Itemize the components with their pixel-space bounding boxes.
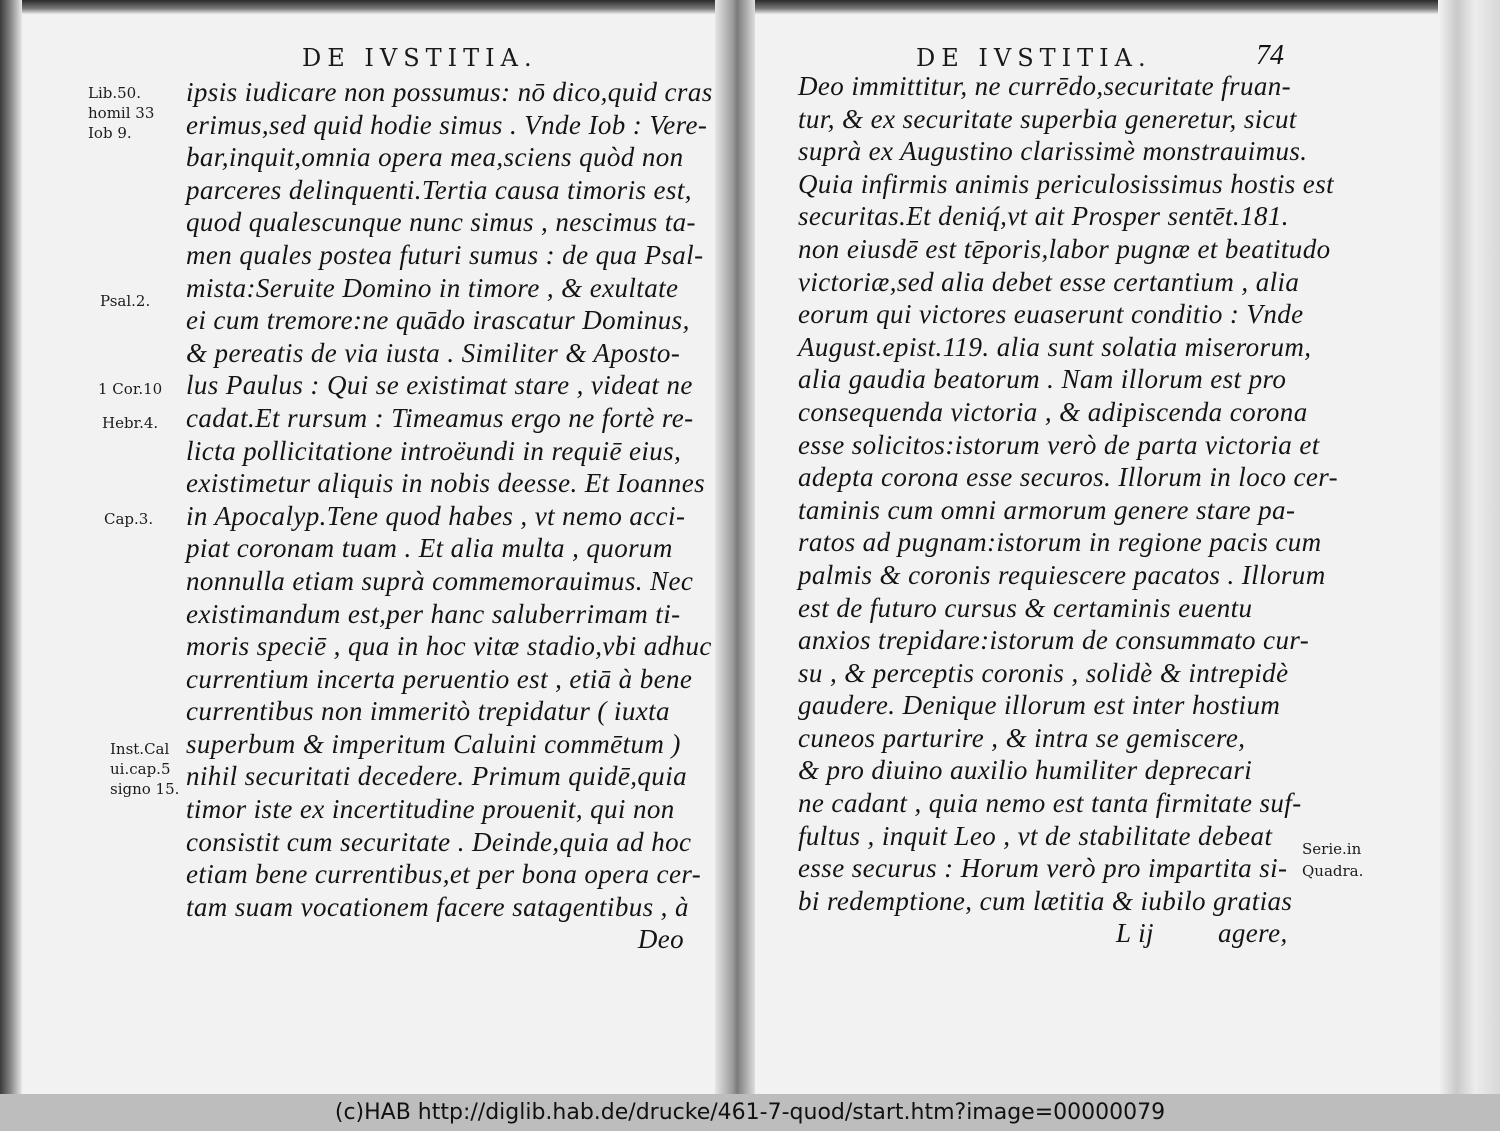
text-line: Quia infirmis animis periculosissimus hostis est	[798, 168, 1334, 199]
text-line: su , & perceptis coronis , solidè & intrepidè	[798, 657, 1289, 688]
text-line: existimandum est,per hanc saluberrimam ti-	[186, 598, 681, 629]
text-line: consistit cum securitate . Deinde,quia ad hoc	[186, 826, 692, 857]
right-page	[756, 0, 1436, 1094]
marginal-note: Quadra.	[1302, 862, 1364, 880]
text-line: licta pollicitatione introëundi in requiē eius,	[186, 435, 682, 466]
text-line: esse solicitos:istorum verò de parta victoria et	[798, 429, 1320, 460]
text-line: August.epist.119. alia sunt solatia miserorum,	[798, 331, 1312, 362]
left-page-text	[186, 76, 713, 956]
marginal-note: Serie.in	[1302, 840, 1362, 858]
marginal-note: homil 33	[88, 104, 155, 122]
marginal-note: Iob 9.	[88, 124, 132, 142]
text-line: lus Paulus : Qui se existimat stare , videat ne	[186, 370, 693, 401]
text-line: anxios trepidare:istorum de consummato cur-	[798, 625, 1310, 656]
text-line: adepta corona esse securos. Illorum in loco cer-	[798, 462, 1339, 493]
text-line: parceres delinquenti.Tertia causa timoris est,	[186, 174, 692, 205]
text-line: mista:Seruite Domino in timore , & exultate	[186, 272, 679, 303]
marginal-note: Lib.50.	[88, 84, 141, 102]
catchword-left: Deo	[637, 924, 684, 955]
text-line: men quales postea futuri sumus : de qua Psal-	[186, 239, 704, 270]
text-line: quod qualescunque nunc simus , nescimus ta-	[186, 207, 696, 238]
signature-line	[798, 917, 1288, 950]
marginal-note: 1 Cor.10	[98, 380, 163, 398]
text-line: taminis cum omni armorum genere stare pa-	[798, 494, 1296, 525]
text-line: eorum qui victores euaserunt conditio : Vnde	[798, 299, 1304, 330]
left-shadow-edge	[0, 0, 22, 1094]
text-line: ei cum tremore:ne quādo irascatur Dominus,	[186, 305, 690, 336]
text-line: currentibus non immeritò trepidatur ( iuxta	[186, 696, 670, 727]
catchword-right: agere,	[1218, 918, 1288, 949]
text-line: bar,inquit,omnia opera mea,sciens quòd non	[186, 142, 684, 173]
text-line: securitas.Et deniq́,vt ait Prosper sentēt.181.	[798, 201, 1289, 232]
text-line: consequenda victoria , & adipiscenda corona	[798, 396, 1308, 427]
book-gutter	[715, 0, 755, 1094]
text-line: timor iste ex incertitudine prouenit, qui non	[186, 794, 675, 825]
running-head-right: DE IVSTITIA.	[916, 44, 1152, 72]
marginal-note: Hebr.4.	[102, 414, 159, 432]
source-credit-footer: (c)HAB http://diglib.hab.de/drucke/461-7-quod/start.htm?image=00000079	[0, 1094, 1500, 1131]
text-line: & pereatis de via iusta . Similiter & Aposto-	[186, 337, 681, 368]
text-line: suprà ex Augustino clarissimè monstrauimus.	[798, 136, 1308, 167]
text-line: fultus , inquit Leo , vt de stabilitate debeat	[798, 820, 1273, 851]
left-page	[24, 0, 714, 1094]
text-line: superbum & imperitum Caluini commētum )	[186, 728, 681, 759]
text-line: currentium incerta peruentio est , etiā à bene	[186, 663, 693, 694]
text-line: cadat.Et rursum : Timeamus ergo ne fortè re-	[186, 402, 694, 433]
text-line: Deo immittitur, ne currēdo,securitate fruan-	[798, 71, 1292, 101]
marginal-note: signo 15.	[110, 780, 180, 798]
marginal-note: Inst.Cal	[110, 740, 170, 758]
text-line: ipsis iudicare non possumus: nō dico,quid cras	[186, 77, 713, 107]
text-line: victoriæ,sed alia debet esse certantium , alia	[798, 266, 1300, 297]
right-page-edge	[1438, 0, 1500, 1094]
text-line: tam suam vocationem facere satagentibus , à	[186, 891, 689, 922]
text-line: erimus,sed quid hodie simus . Vnde Iob : Vere-	[186, 109, 708, 140]
page-number: 74	[1256, 40, 1284, 71]
text-line: alia gaudia beatorum . Nam illorum est pro	[798, 364, 1287, 395]
text-line: & pro diuino auxilio humiliter deprecari	[798, 755, 1253, 786]
text-line: moris speciē , qua in hoc vitæ stadio,vbi adhuc	[186, 631, 712, 662]
text-line: nonnulla etiam suprà commemorauimus. Nec	[186, 565, 694, 596]
text-line: ratos ad pugnam:istorum in regione pacis cum	[798, 527, 1322, 558]
marginal-note: Cap.3.	[104, 510, 154, 528]
running-head-left: DE IVSTITIA.	[302, 44, 538, 72]
text-line: gaudere. Denique illorum est inter hostium	[798, 690, 1281, 721]
text-line: cuneos parturire , & intra se gemiscere,	[798, 722, 1246, 753]
text-line: palmis & coronis requiescere pacatos . Illorum	[798, 559, 1326, 590]
text-line: non eiusdē est tēporis,labor pugnæ et beatitudo	[798, 233, 1331, 264]
text-line: ne cadant , quia nemo est tanta firmitate suf-	[798, 788, 1302, 819]
marginal-note: Psal.2.	[100, 292, 151, 310]
text-line: bi redemptione, cum lætitia & iubilo gratias	[798, 885, 1293, 916]
text-line: nihil securitati decedere. Primum quidē,quia	[186, 761, 688, 792]
text-line: in Apocalyp.Tene quod habes , vt nemo acci-	[186, 500, 686, 531]
text-line: piat coronam tuam . Et alia multa , quorum	[186, 533, 673, 564]
text-line: tur, & ex securitate superbia generetur, sicut	[798, 103, 1297, 134]
text-line: est de futuro cursus & certaminis euentu	[798, 592, 1253, 623]
text-line: etiam bene currentibus,et per bona opera cer-	[186, 859, 702, 890]
signature-mark: L ij	[1116, 918, 1154, 949]
text-line: esse securus : Horum verò pro impartita si-	[798, 853, 1288, 884]
text-line: existimetur aliquis in nobis deesse. Et Ioannes	[186, 468, 705, 499]
marginal-note: ui.cap.5	[110, 760, 171, 778]
